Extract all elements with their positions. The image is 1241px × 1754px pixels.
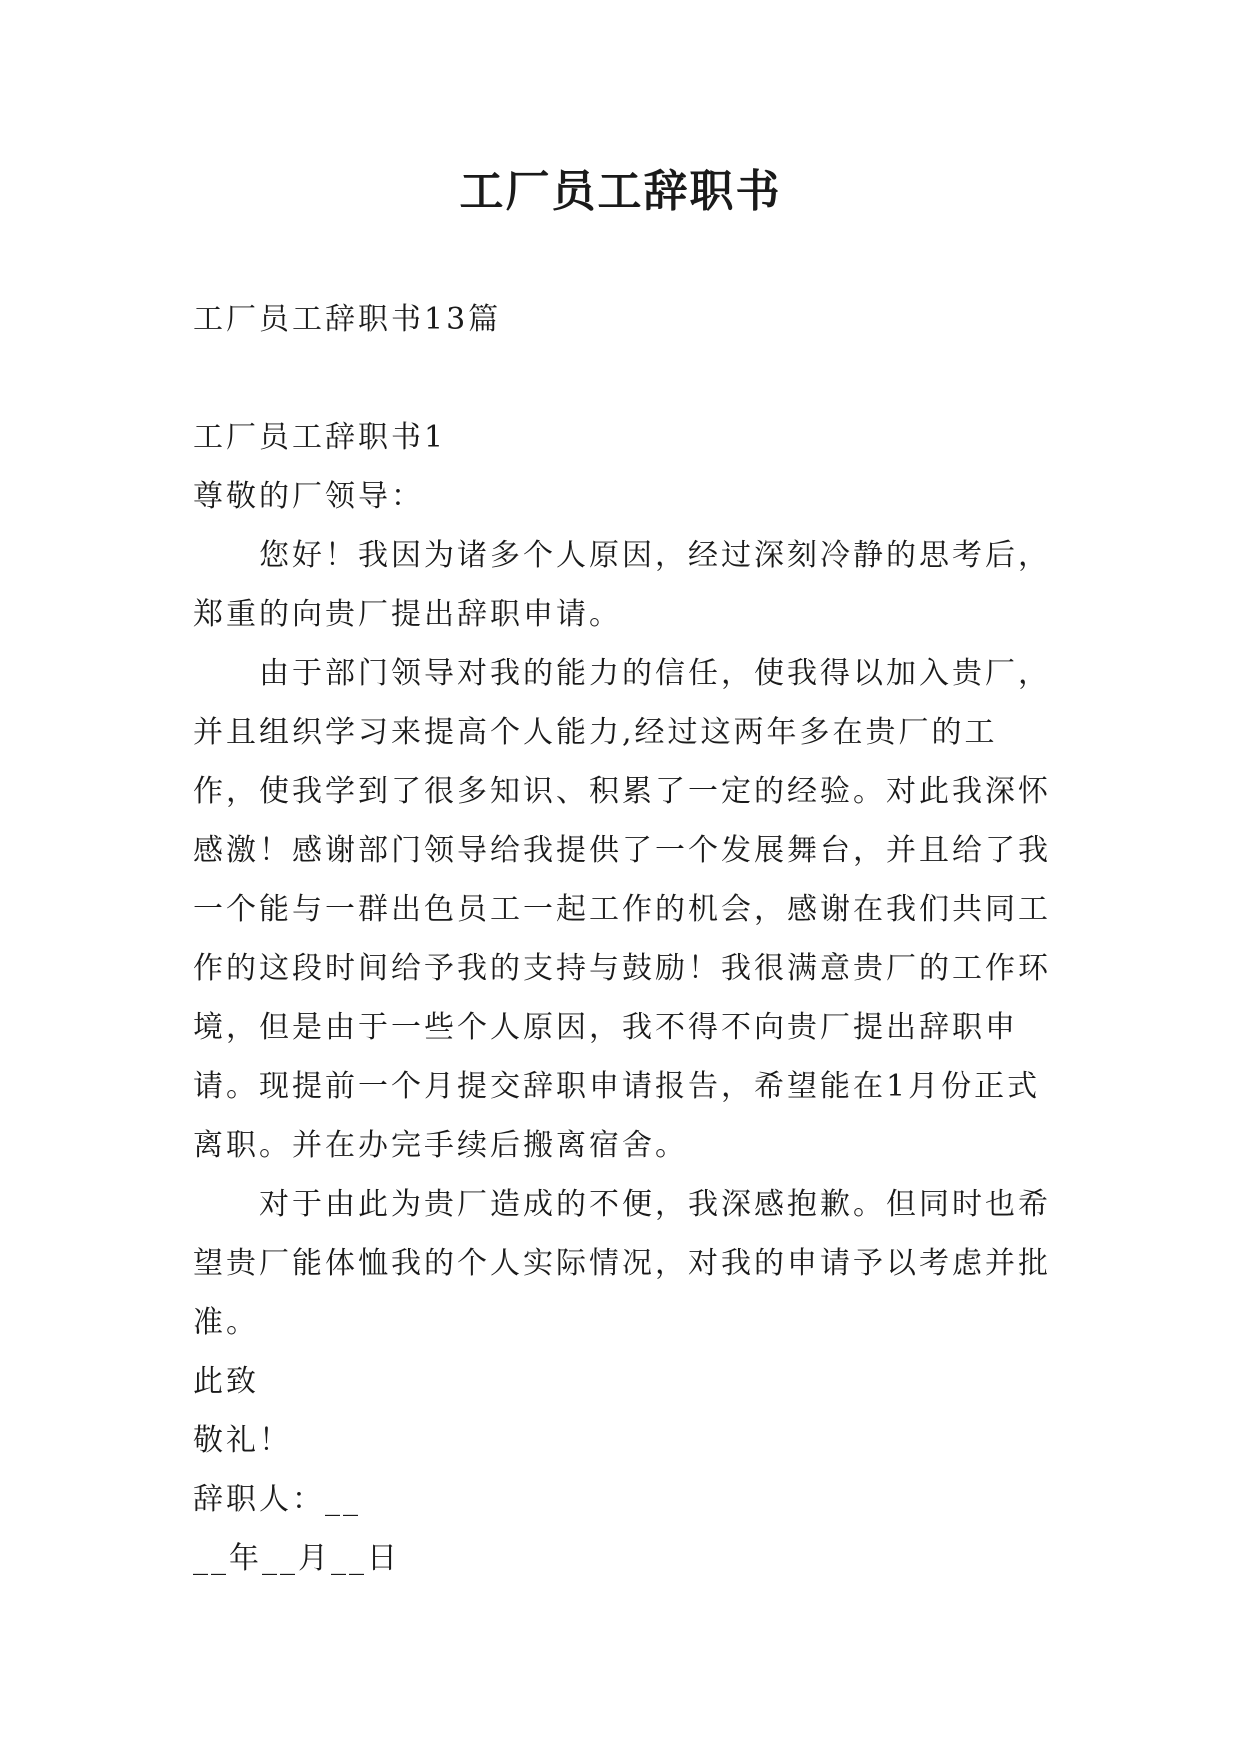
salutation: 尊敬的厂领导：	[193, 479, 424, 514]
signature-line: 辞职人：__	[193, 1482, 361, 1517]
paragraph-gratitude: 由于部门领导对我的能力的信任，使我得以加入贵厂，并且组织学习来提高个人能力,经过这两年多在贵厂的工作，使我学到了很多知识、积累了一定的经验。对此我深怀感激！感谢部门领导给我提供了一个发展舞台，并且给了我一个能与一群出色员工一起工作的机会，感谢在我们共同工作的这段时间给予我的支持与鼓励！我很满意贵厂的工作环境，但是由于一些个人原因，我不得不向贵厂提出辞职申请。现提前一个月提交辞职申请报告，希望能在1月份正式离职。并在办完手续后搬离宿舍。	[193, 656, 1051, 1163]
paragraph-greeting: 您好！我因为诸多个人原因，经过深刻冷静的思考后，郑重的向贵厂提出辞职申请。	[193, 538, 1051, 632]
closing-line-2: 敬礼！	[193, 1423, 292, 1458]
document-title: 工厂员工辞职书	[459, 166, 782, 217]
document-body	[193, 290, 1058, 1588]
date-line: __年__月__日	[193, 1541, 400, 1576]
section-heading: 工厂员工辞职书1	[193, 420, 447, 455]
closing-line-1: 此致	[193, 1364, 259, 1399]
paragraph-apology: 对于由此为贵厂造成的不便，我深感抱歉。但同时也希望贵厂能体恤我的个人实际情况，对我的申请予以考虑并批准。	[193, 1187, 1051, 1340]
document-subtitle: 工厂员工辞职书13篇	[193, 302, 502, 337]
